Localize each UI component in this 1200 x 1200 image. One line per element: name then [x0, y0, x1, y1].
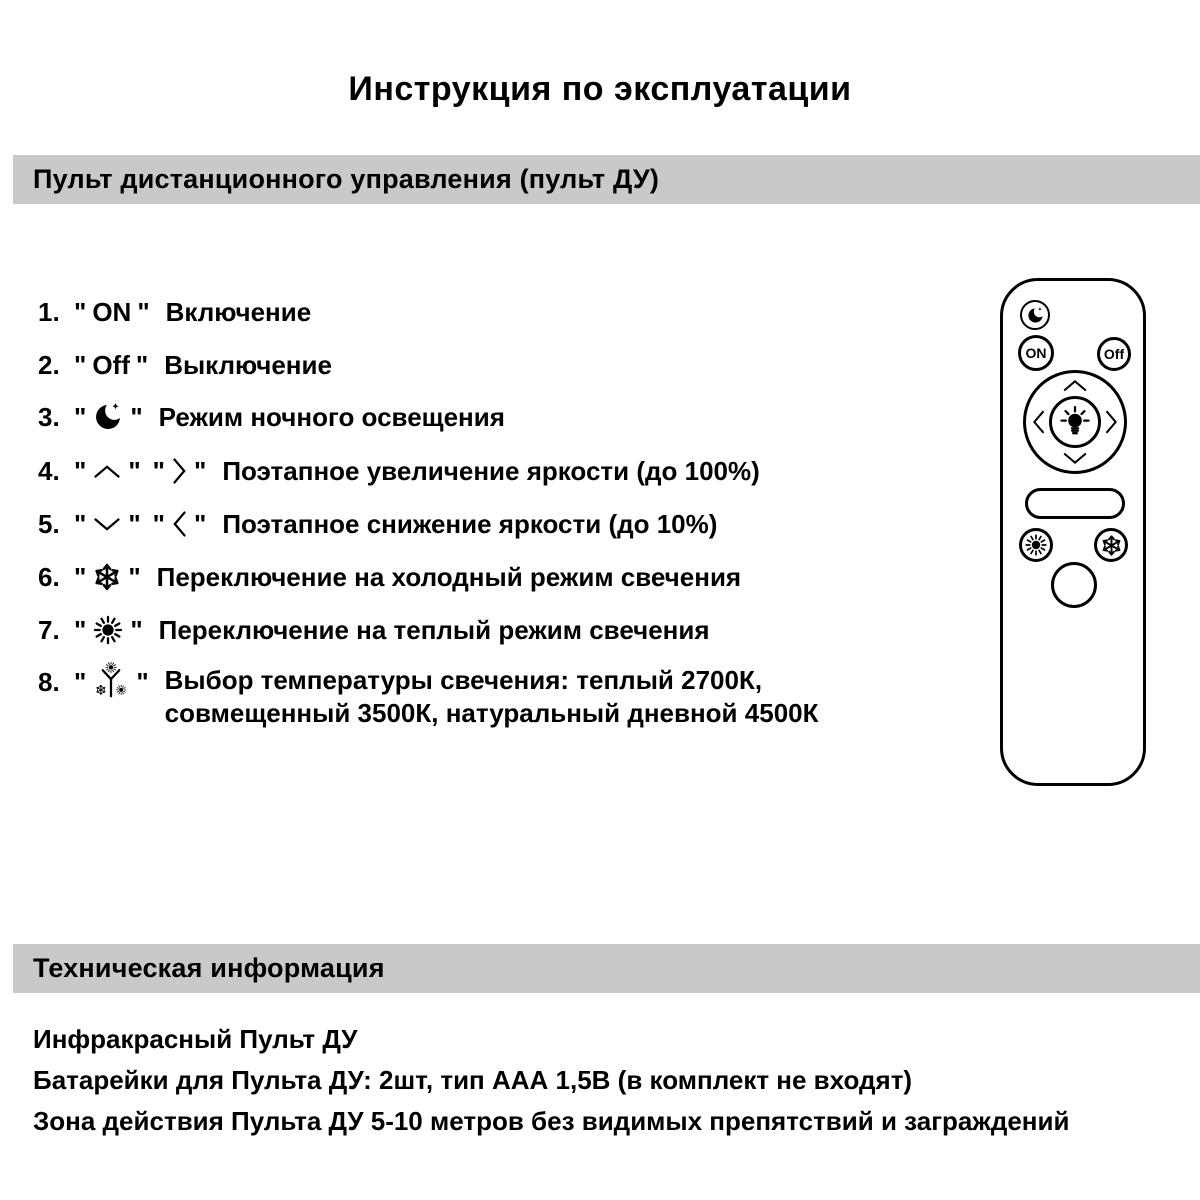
remote-dpad-center-button — [1049, 396, 1101, 448]
quote-mark: " — [193, 508, 207, 539]
brightness-down-icon — [1061, 451, 1089, 466]
item-text — [165, 664, 819, 730]
moon-icon — [1026, 306, 1045, 325]
item-text-line2: совмещенный 3500К, натуральный дневной 4500К — [164, 698, 819, 728]
page-title: Инструкция по эксплуатации — [348, 70, 852, 108]
quote-mark: " — [128, 561, 141, 592]
section-header-tech-label: Техническая информация — [33, 953, 385, 983]
item-number: 4. — [38, 455, 60, 486]
instruction-item-6 — [38, 558, 741, 596]
instruction-item-4 — [38, 452, 760, 490]
chevron-down-icon — [92, 516, 122, 533]
brightness-left-icon — [1031, 408, 1046, 436]
instruction-item-2 — [38, 346, 332, 384]
item-number: 5. — [38, 508, 60, 539]
quote-mark: " — [152, 508, 165, 539]
quote-mark: " — [74, 455, 87, 486]
button-name-label: ON — [92, 296, 132, 327]
moon-icon — [92, 401, 124, 433]
tech-info-line: Зона действия Пульта ДУ 5-10 метров без видимых препятствий и заграждений — [33, 1106, 1070, 1136]
instruction-item-8 — [38, 664, 818, 730]
item-number: 7. — [38, 614, 60, 645]
chevron-up-icon — [92, 463, 122, 480]
item-text: Переключение на холодный режим свечения — [156, 561, 742, 592]
quote-mark: " — [74, 667, 87, 697]
quote-mark: " — [74, 349, 87, 380]
sun-icon — [1024, 533, 1048, 557]
item-text: Переключение на теплый режим свечения — [158, 614, 710, 645]
quote-mark: " — [135, 349, 149, 380]
remote-off-button — [1097, 337, 1131, 371]
quote-mark: " — [74, 614, 87, 645]
remote-off-label: Off — [1103, 346, 1125, 362]
temperature-select-icon — [92, 662, 130, 700]
brightness-up-icon — [1061, 378, 1089, 393]
quote-mark: " — [152, 455, 165, 486]
section-header-remote — [13, 155, 1200, 204]
remote-night-mode-button — [1020, 300, 1050, 330]
remote-dpad — [1023, 370, 1127, 474]
remote-on-label: ON — [1025, 345, 1047, 361]
remote-cold-mode-button — [1094, 528, 1128, 562]
item-number: 8. — [38, 667, 60, 697]
instruction-item-3 — [38, 398, 505, 436]
quote-mark: " — [136, 667, 149, 697]
remote-round-button — [1051, 562, 1097, 608]
button-name-label: Off — [92, 349, 130, 380]
angle-left-icon — [171, 509, 188, 539]
quote-mark: " — [137, 296, 150, 327]
remote-wide-button — [1025, 488, 1125, 519]
snowflake-icon — [1100, 534, 1123, 557]
light-bulb-icon — [1058, 405, 1092, 439]
quote-mark: " — [74, 508, 87, 539]
instruction-item-7 — [38, 611, 710, 649]
item-text-line1: Выбор температуры свечения: теплый 2700К, — [164, 665, 763, 695]
quote-mark: " — [128, 508, 141, 539]
item-number: 1. — [38, 296, 60, 327]
quote-mark: " — [74, 296, 87, 327]
remote-illustration — [1000, 278, 1146, 786]
item-text: Поэтапное увеличение яркости (до 100%) — [222, 455, 760, 486]
angle-right-icon — [171, 456, 188, 486]
quote-mark: " — [130, 614, 143, 645]
item-number: 3. — [38, 401, 60, 432]
item-text: Включение — [165, 296, 312, 327]
sun-icon — [92, 614, 124, 646]
instruction-item-1 — [38, 293, 311, 331]
item-number: 2. — [38, 349, 60, 380]
quote-mark: " — [74, 561, 87, 592]
section-header-tech — [13, 944, 1200, 993]
snowflake-icon — [92, 562, 122, 592]
remote-warm-mode-button — [1019, 528, 1053, 562]
remote-on-button — [1018, 335, 1054, 371]
item-text: Режим ночного освещения — [158, 401, 505, 432]
quote-mark: " — [128, 455, 141, 486]
quote-mark: " — [193, 455, 207, 486]
quote-mark: " — [74, 401, 87, 432]
item-text: Выключение — [164, 349, 332, 380]
tech-info-line: Инфракрасный Пульт ДУ — [33, 1024, 358, 1054]
item-text: Поэтапное снижение яркости (до 10%) — [222, 508, 718, 539]
tech-info-line: Батарейки для Пульта ДУ: 2шт, тип ААА 1,5В (в комплект не входят) — [33, 1065, 913, 1095]
instruction-item-5 — [38, 505, 717, 543]
item-number: 6. — [38, 561, 60, 592]
section-header-remote-label: Пульт дистанционного управления (пульт ДУ) — [33, 164, 660, 194]
brightness-right-icon — [1104, 408, 1119, 436]
quote-mark: " — [130, 401, 143, 432]
